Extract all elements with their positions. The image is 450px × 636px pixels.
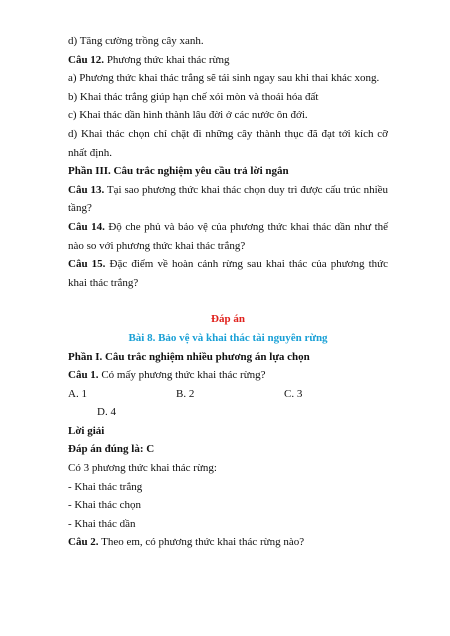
q14-text: Độ che phủ và bảo vệ của phương thức khai thác dần như thế nào so với phương thức khai thác trắng? <box>68 220 389 252</box>
list-item: - Khai thác chọn <box>68 499 141 512</box>
lesson-title: Bài 8. Bảo vệ và khai thác tài nguyên rừng <box>128 331 328 344</box>
q14-label: Câu 14. <box>68 220 105 233</box>
answer-q1-text: Có mấy phương thức khai thác rừng? <box>98 369 266 382</box>
q14-question <box>68 218 388 255</box>
q12-option-c: c) Khai thác dần hình thành lâu đời ở các nước ôn đới. <box>68 109 308 122</box>
answer-q1-question <box>68 366 388 385</box>
q15-label: Câu 15. <box>68 258 106 271</box>
answer-q2-label: Câu 2. <box>68 536 99 549</box>
part3-title: Phần III. Câu trắc nghiệm yêu cầu trả lời ngắn <box>68 165 289 178</box>
answer-title: Đáp án <box>211 313 245 326</box>
q12-option-b: b) Khai thác trắng giúp hạn chế xói mòn và thoái hóa đất <box>68 90 319 103</box>
document-page <box>68 32 388 552</box>
q11-option-d: d) Tăng cường trồng cây xanh. <box>68 35 204 47</box>
q12-question <box>68 51 388 70</box>
q12-option-d: d) Khai thác chọn chỉ chặt đi những cây thành thục đã đạt tới kích cỡ nhất định. <box>68 127 388 159</box>
q12-option-a: a) Phương thức khai thác trắng sẽ tái sinh ngay sau khi thai khác xong. <box>68 72 380 85</box>
answer-q2-text: Theo em, có phương thức khai thác rừng nào? <box>98 536 305 549</box>
part1-title: Phần I. Câu trắc nghiệm nhiều phương án lựa chọn <box>68 350 310 363</box>
option-b: B. 2 <box>176 387 195 400</box>
correct-answer: Đáp án đúng là: C <box>68 443 155 456</box>
solution-label: Lời giải <box>68 424 105 437</box>
solution-explain: Có 3 phương thức khai thác rừng: <box>68 462 217 475</box>
q15-text: Đặc điểm về hoàn cảnh rừng sau khai thác của phương thức khai thác trắng? <box>68 258 389 289</box>
section-spacer <box>68 292 388 310</box>
option-c: C. 3 <box>284 387 303 400</box>
list-item: - Khai thác dần <box>68 517 136 530</box>
q15-question <box>68 255 388 292</box>
q12-label: Câu 12. <box>68 53 105 66</box>
answer-q2-question <box>68 533 388 552</box>
q13-text: Tại sao phương thức khai thác chọn duy trì được cấu trúc nhiều tầng? <box>68 183 389 215</box>
option-d: D. 4 <box>97 406 116 419</box>
q12-text: Phương thức khai thác rừng <box>104 53 230 66</box>
option-a: A. 1 <box>68 387 87 400</box>
list-item: - Khai thác trắng <box>68 480 143 493</box>
answer-q1-label: Câu 1. <box>68 369 99 382</box>
answer-q1-options <box>68 385 388 404</box>
q13-label: Câu 13. <box>68 183 105 196</box>
q13-question <box>68 181 388 218</box>
